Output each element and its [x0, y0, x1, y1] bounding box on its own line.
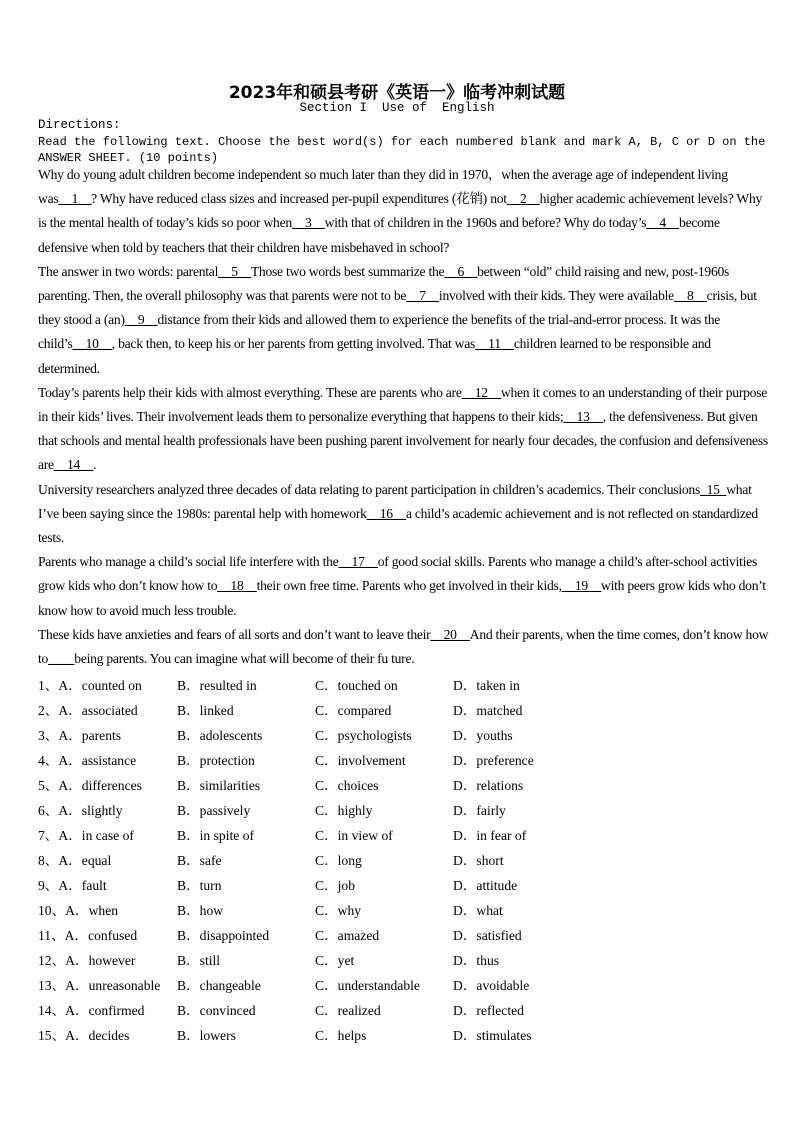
directions-text: Read the following text. Choose the best word(s) for each numbered blank and mark A, B, C or D on the ANSWER SHEET. (10 points): [38, 135, 766, 165]
blank-5: __5__: [218, 263, 251, 279]
option-c: C．in view of: [315, 828, 393, 843]
option-a: 12、A．however: [38, 953, 136, 968]
passage-text: ? Why have reduced class sizes and increased per-pupil expenditures (花销) not: [91, 191, 507, 207]
option-d: D．in fear of: [453, 828, 527, 843]
option-a: 5、A．differences: [38, 778, 142, 793]
passage-text: crisis, but they stood a (an): [38, 288, 757, 328]
paragraph-3: [38, 381, 770, 478]
option-d: D．taken in: [453, 678, 520, 693]
option-c: C．psychologists: [315, 728, 412, 743]
question-row: [38, 898, 638, 923]
passage-text: These kids have anxieties and fears of all sorts and don’t want to leave their: [38, 626, 431, 642]
option-d: D．youths: [453, 728, 513, 743]
option-c: C．understandable: [315, 978, 420, 993]
passage-text: The answer in two words: parental: [38, 263, 219, 279]
question-row: [38, 973, 638, 998]
page-title: 2023年和硕县考研《英语一》临考冲刺试题: [228, 83, 566, 103]
passage-text: Today’s parents help their kids with almost everything. These are parents who are: [38, 384, 462, 400]
option-d: D．fairly: [453, 803, 506, 818]
option-a: 1、A．counted on: [38, 678, 142, 693]
option-b: B．convinced: [177, 1003, 256, 1018]
option-c: C．why: [315, 903, 362, 918]
option-d: D．avoidable: [453, 978, 530, 993]
question-row: [38, 698, 638, 723]
option-c: C．touched on: [315, 678, 398, 693]
option-b: B．lowers: [177, 1028, 236, 1043]
passage-text: become defensive when told by teachers that their children have misbehaved in school?: [38, 215, 720, 255]
option-a: 8、A．equal: [38, 853, 112, 868]
option-a: 2、A．associated: [38, 703, 138, 718]
blank-21: ____: [48, 651, 75, 667]
section-subtitle: Section I Use of English: [299, 101, 495, 115]
passage-text: , the defensiveness. But given that schools and mental health professionals have been pushing parent involvement for nearly four decades, the confusion and defensiveness are: [38, 409, 768, 473]
option-c: C．compared: [315, 703, 392, 718]
passage-text: when it comes to an understanding of their purpose in their kids’ lives. Their involvement leads them to personalize everything that happens to their kids;: [38, 384, 768, 425]
passage-text: , back then, to keep his or her parents from getting involved. That was: [111, 336, 476, 352]
question-row: [38, 798, 638, 823]
option-a: 15、A．decides: [38, 1028, 130, 1043]
blank-13: __13__: [563, 409, 603, 425]
passage-text: with peers grow kids who don’t know how to avoid much less trouble.: [38, 578, 766, 618]
option-c: C．job: [315, 878, 356, 893]
option-b: B．safe: [177, 853, 222, 868]
option-d: D．reflected: [453, 1003, 524, 1018]
passage-text: Those two words best summarize the: [250, 263, 445, 279]
option-b: B．protection: [177, 753, 255, 768]
question-row: [38, 723, 638, 748]
option-c: C．involvement: [315, 753, 406, 768]
question-row: [38, 848, 638, 873]
option-a: 3、A．parents: [38, 728, 122, 743]
option-d: D．relations: [453, 778, 524, 793]
blank-15: _15_: [700, 481, 727, 497]
blank-10: __10__: [72, 336, 112, 352]
option-b: B．passively: [177, 803, 251, 818]
question-row: [38, 948, 638, 973]
blank-18: __18__: [217, 578, 257, 594]
option-d: D．matched: [453, 703, 523, 718]
option-b: B．similarities: [177, 778, 261, 793]
option-d: D．thus: [453, 953, 500, 968]
option-c: C．long: [315, 853, 362, 868]
option-a: 10、A．when: [38, 903, 119, 918]
option-d: D．preference: [453, 753, 534, 768]
blank-17: __17__: [338, 554, 378, 570]
option-a: 6、A．slightly: [38, 803, 123, 818]
passage-text: of good social skills. Parents who manage a child’s after-school activities grow kids who don’t know how to: [38, 554, 757, 594]
option-d: D．satisfied: [453, 928, 522, 943]
passage-text: between “old” child raising and new, post-1960s parenting. Then, the overall philosophy was that parents were not to be: [38, 263, 730, 304]
paragraph-6: [38, 623, 770, 671]
option-c: C．helps: [315, 1028, 367, 1043]
option-a: 7、A．in case of: [38, 828, 134, 843]
question-row: [38, 923, 638, 948]
passage-text: involved with their kids. They were available: [438, 288, 674, 304]
question-row: [38, 773, 638, 798]
question-row: [38, 998, 638, 1023]
option-b: B．resulted in: [177, 678, 257, 693]
passage-text: distance from their kids and allowed them to experience the benefits of the trial-and-error process. It was the child’s: [38, 312, 721, 352]
question-row: [38, 823, 638, 848]
option-a: 4、A．assistance: [38, 753, 137, 768]
blank-2: __2__: [506, 191, 540, 207]
cloze-passage: [38, 163, 770, 671]
blank-9: __9__: [124, 312, 158, 328]
passage-text: what I’ve been saying since the 1980s: parental help with homework: [38, 481, 752, 521]
option-c: C．highly: [315, 803, 373, 818]
option-b: B．how: [177, 903, 224, 918]
option-a: 13、A．unreasonable: [38, 978, 161, 993]
option-b: B．linked: [177, 703, 234, 718]
option-d: D．stimulates: [453, 1028, 532, 1043]
passage-text: higher academic achievement levels? Why is the mental health of today’s kids so poor when: [38, 191, 763, 231]
blank-16: __16__: [366, 505, 406, 521]
question-row: [38, 673, 638, 698]
blank-19: __19__: [561, 578, 601, 594]
blank-12: __12__: [461, 384, 501, 400]
option-a: 14、A．confirmed: [38, 1003, 145, 1018]
answer-options: [38, 673, 638, 1048]
passage-text: And their parents, when the time comes, don’t know how to: [38, 626, 769, 667]
option-c: C．yet: [315, 953, 355, 968]
blank-3: __3__: [291, 215, 325, 231]
blank-20: __20__: [430, 626, 470, 642]
option-a: 9、A．fault: [38, 878, 107, 893]
question-row: [38, 873, 638, 898]
option-b: B．in spite of: [177, 828, 255, 843]
blank-6: __6__: [444, 263, 478, 279]
option-a: 11、A．confused: [38, 928, 138, 943]
option-d: D．what: [453, 903, 503, 918]
passage-text: their own free time. Parents who get involved in their kids,: [256, 578, 562, 594]
option-b: B．disappointed: [177, 928, 270, 943]
option-b: B．changeable: [177, 978, 261, 993]
option-b: B．adolescents: [177, 728, 263, 743]
blank-4: __4__: [646, 215, 680, 231]
question-row: [38, 748, 638, 773]
option-c: C．amazed: [315, 928, 380, 943]
passage-text: Parents who manage a child’s social life interfere with the: [38, 554, 339, 570]
paragraph-5: [38, 550, 770, 623]
passage-text: being parents. You can imagine what will become of their fu ture.: [74, 651, 415, 667]
passage-text: .: [93, 457, 97, 473]
blank-14: __14__: [53, 457, 94, 473]
blank-8: __8__: [673, 288, 707, 304]
option-c: C．realized: [315, 1003, 381, 1018]
passage-text: University researchers analyzed three decades of data relating to parent participation in children’s academics. Their conclusions: [38, 481, 701, 497]
passage-text: Why do young adult children become independent so much later than they did in 1970，when the average age of independent living was: [38, 167, 728, 207]
paragraph-1: [38, 163, 770, 260]
blank-11: __11__: [475, 336, 514, 352]
passage-text: children learned to be responsible and determined.: [38, 336, 711, 376]
blank-1: __1__: [58, 191, 92, 207]
paragraph-4: [38, 478, 770, 551]
question-row: [38, 1023, 638, 1048]
passage-text: with that of children in the 1960s and before? Why do today’s: [324, 215, 647, 231]
option-d: D．short: [453, 853, 504, 868]
option-b: B．still: [177, 953, 221, 968]
blank-7: __7__: [406, 288, 439, 304]
paragraph-2: [38, 260, 770, 381]
option-c: C．choices: [315, 778, 379, 793]
option-d: D．attitude: [453, 878, 518, 893]
directions-label: Directions:: [38, 118, 121, 132]
option-b: B．turn: [177, 878, 222, 893]
passage-text: a child’s academic achievement and is not reflected on standardized tests.: [38, 505, 758, 546]
